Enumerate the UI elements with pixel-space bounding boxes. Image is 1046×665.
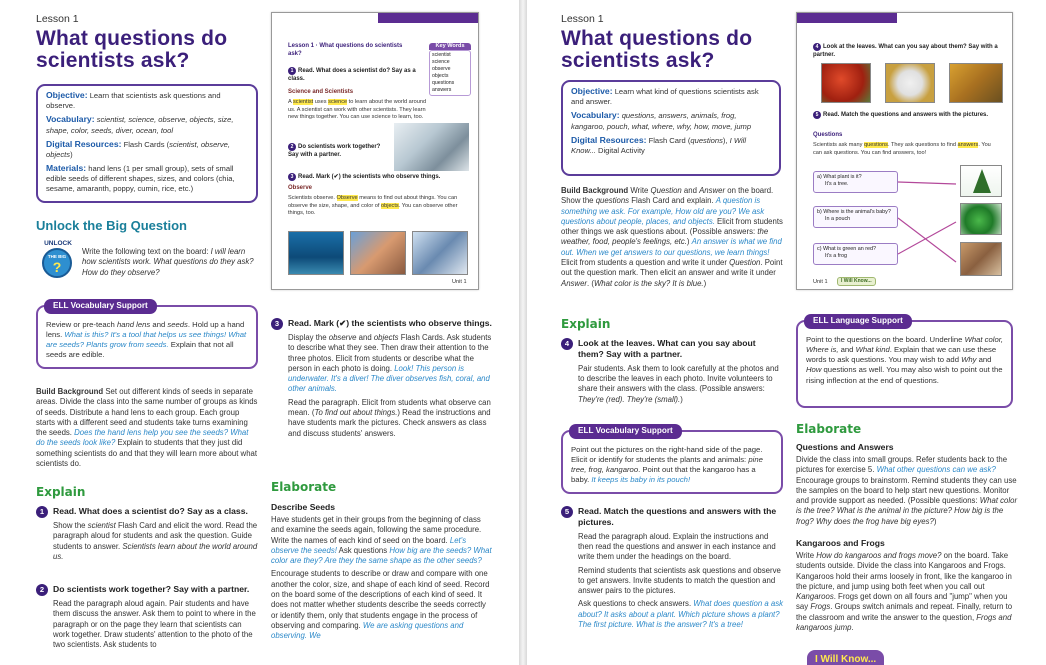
unlock-badge-top: UNLOCK xyxy=(44,240,72,247)
rbb-17: . ( xyxy=(587,278,594,288)
describe-seeds-head: Describe Seeds xyxy=(271,502,336,512)
right-page xyxy=(527,0,1046,665)
diver-photo xyxy=(288,231,344,275)
kf-3: on the board. Take students outside. Divide the class into Kangaroos and Frogs. Kangaroos hold their arms loosely in front, like the kangaroo in the picture, and jump using both feet when you call out xyxy=(796,551,1012,591)
d-t6: We are asking questions and observing. We xyxy=(271,620,464,641)
lesson-title-right: What questions do scientists ask? xyxy=(561,27,753,72)
vocabulary-text: scientist, science, observe, objects, size, shape, color, seeds, diver, ocean, tool xyxy=(46,115,234,135)
sb-observe-head: Observe xyxy=(288,185,313,191)
qa-box-b xyxy=(813,206,898,228)
elaborate-heading-left: Elaborate xyxy=(271,480,337,494)
keyword-item: questions xyxy=(432,79,455,86)
rbb-3: and xyxy=(681,186,700,195)
materials-label: Materials: xyxy=(46,163,87,174)
elaborate-heading-right: Elaborate xyxy=(796,422,862,436)
left-page xyxy=(0,0,519,665)
rqa-4: What color is the tree? What is the animal in the picture? How big is the frog? Why does the frog have big eyes? xyxy=(796,496,1018,526)
qa-box-c xyxy=(813,243,898,265)
step-5-title: Read. Match the questions and answers with the pictures. xyxy=(578,506,777,528)
step-3-text-b xyxy=(288,398,493,439)
step-1-title: Read. What does a scientist do? Say as a class. xyxy=(53,506,248,516)
step-2 xyxy=(36,584,258,650)
rbb-9: Elicit from students other things we ask questions about. (Possible answers: xyxy=(561,216,783,237)
kf-4: Kangaroos xyxy=(796,592,834,602)
rbb-4: Answer xyxy=(699,186,726,195)
rell-1: Point out the pictures on the right-hand side of the page. Elicit or identify for students the plants and animals: xyxy=(571,445,763,465)
sb-obs-kw2: objects xyxy=(380,202,399,209)
kf-9: . xyxy=(851,622,854,632)
sb-science-head: Science and Scientists xyxy=(288,89,354,95)
d-t3: Ask questions xyxy=(336,545,390,555)
keyword-item: science xyxy=(432,59,450,66)
qa-c-question: c) What is green an red? xyxy=(817,246,877,252)
match-lines xyxy=(898,168,958,278)
unlock-text xyxy=(82,247,260,278)
kangaroos-frogs-text xyxy=(796,551,1018,633)
s1-text-3: Flash Card and elicit the word. Read the paragraph aloud for students and ask the question. Guide students to answer. xyxy=(53,521,258,551)
sb-lesson-title: Lesson 1 · What questions do scientists ask? xyxy=(288,43,403,57)
kf-5: . Frogs get down on all fours and "jump" when you say xyxy=(796,592,1008,612)
kf-7: . Groups switch animals and repeat. Finally, return to the classroom and write the answer to the question, xyxy=(796,602,1013,622)
keyword-item: objects xyxy=(432,72,449,79)
s3-t9: ) Read the instructions and have students mark the pictures. Check answers as class and discuss students' answers. xyxy=(288,407,491,438)
scientists-photo xyxy=(394,123,469,171)
objective-text-right: Learn what kind of questions scientists ask and answer. xyxy=(571,87,759,107)
rbb-5: on the board. Show the xyxy=(561,186,774,206)
match-line xyxy=(898,222,956,254)
kf-8: Frogs and kangaroos jump xyxy=(796,612,1012,632)
rbb-15: . Point out the question mark. Then elicit an answer and write it under xyxy=(561,257,783,278)
sb-obs-kw: Observe xyxy=(336,195,358,201)
keyword-item: answers xyxy=(432,86,452,93)
sb-questions-head: Questions xyxy=(813,132,843,138)
kf-6: Frogs xyxy=(810,602,831,612)
ellang-9: questions as well. You may also wish to point out the rising inflection at the end of questions. xyxy=(806,365,1003,385)
s1-text-4: Scientists learn about the world around us. xyxy=(53,541,258,561)
ell-text-7: Explain that not all seeds are edible. xyxy=(46,340,234,360)
book-gutter xyxy=(519,0,527,665)
ell-text-5: . Hold up a hand lens. xyxy=(46,320,245,340)
d-t1: Have students get in their groups from the beginning of class and examine the seeds again, following the same procedure. Write the names of each kind of seed on the board. xyxy=(271,515,482,545)
rell-2: pine tree, frog, kangaroo xyxy=(571,455,763,475)
vocabulary-label-right: Vocabulary: xyxy=(571,110,620,121)
sb-i-will-know: I Will Know... xyxy=(837,277,876,286)
rbb-12: An answer is what we find out. When we get answers to our questions, we learn things! xyxy=(561,237,782,257)
qa-a-answer: It's a tree. xyxy=(825,181,849,188)
rqa-2: What other questions can we ask? xyxy=(876,465,996,475)
s4-3: ) xyxy=(680,394,683,404)
sb-sci-1: A xyxy=(288,99,293,105)
step-1-number: 1 xyxy=(36,506,48,518)
step-3-text-a xyxy=(288,333,493,395)
ell-vocab-box-left xyxy=(36,301,258,369)
s3-t4: objects xyxy=(373,333,399,342)
rd-1: Flash Card ( xyxy=(648,135,691,145)
questions-answers-text xyxy=(796,455,1018,527)
sbq-2: . They ask questions to find xyxy=(887,142,958,148)
objective-label: Objective: xyxy=(46,90,88,100)
ell-language-tab: ELL Language Support xyxy=(804,314,912,329)
build-background-left xyxy=(36,387,258,469)
ell-text-2: hand lens xyxy=(116,320,151,329)
child-photo xyxy=(350,231,406,275)
red-leaves-photo xyxy=(821,63,871,103)
rbb-label: Build Background xyxy=(561,186,629,195)
kf-1: Write xyxy=(796,551,817,560)
sbq-kw2: answers xyxy=(957,142,979,148)
step-1 xyxy=(36,506,258,562)
explain-heading-left: Explain xyxy=(36,485,86,499)
step-3-number: 3 xyxy=(271,318,283,330)
ellang-7: and xyxy=(976,355,992,365)
sb-sci-2: uses xyxy=(313,99,329,105)
step-5 xyxy=(561,506,783,630)
sb-q2: Do scientists work together? Say with a partner. xyxy=(288,144,381,158)
bb-text-3: Explain to students that they just did something scientists do and that they will learn more about what scientists do. xyxy=(36,438,258,468)
key-words-head: Key Words xyxy=(429,43,471,50)
sb-footer-right: Unit 1 xyxy=(813,279,828,285)
bb-text-1: Set out different kinds of seeds in separate areas. Divide the class into the same number of groups as kinds of seeds. Distribute a hand lens to each group. Each group starts with a different seed and students take turns examining the seeds. xyxy=(36,387,258,438)
kangaroo-photo xyxy=(960,242,1002,276)
s4-1: Pair students. Ask them to look carefully at the photos and to describe the leaves in each photo. Invite volunteers to share their answers with the class. (Possible answers: xyxy=(578,363,779,394)
ell-language-box xyxy=(796,316,1013,408)
step-5-text-2: Remind students that scientists ask questions and observe to get answers. Invite students to match the question and answer pairs to the pictures. xyxy=(578,565,781,596)
rbb-10: the weather, food, people's feelings, etc. xyxy=(561,227,769,247)
student-book-page-right: 4 Look at the leaves. What can you say about them? Say with a partner. 5 Read. Match the questions and answers with the pictures. Questions Scientists ask many questions. They ask questions to find answers. You can ask questions. You can find answers, too! a) What plant is it? It's a tree. b) Where is the animal's baby? In a pouch c) What is green an red? It's a frog Unit 1 I Will Know... xyxy=(796,12,1013,290)
s5-4: What does question a ask about? It asks about a plant. Which picture shows a plant? The first picture. What is the answer? It's a tree! xyxy=(578,599,783,629)
rqa-5: ) xyxy=(933,516,937,526)
questions-answers-head: Questions and Answers xyxy=(796,442,894,452)
sb-questions-text xyxy=(813,142,998,157)
sb-science-text xyxy=(288,99,428,122)
step-2-text: Read the paragraph aloud again. Pair students and have them discuss the answer. Ask them to point to where in the paragraph or on the page they learn that scientists can work together. Draw students' attention to the photo of the two scientists. Ask students to xyxy=(53,599,256,650)
pine-tree-photo xyxy=(960,165,1002,197)
build-background-label: Build Background xyxy=(36,387,104,396)
rbb-18: What color is the sky? It is blue. xyxy=(593,278,704,288)
vocabulary-text-right: questions, answers, animals, frog, kangaroo, pouch, what, where, why, how, move, jump xyxy=(571,111,752,131)
rbb-8: A question is something we ask. For example, How old are you? We ask questions about people, places, and objects. xyxy=(561,196,765,226)
sb-obs-1: Scientists observe. xyxy=(288,195,337,201)
sb-footer: Unit 1 xyxy=(452,279,467,285)
digital-text-italic: scientist, observe, objects xyxy=(46,139,230,160)
ellang-8: How xyxy=(806,365,822,375)
step-2-title: Do scientists work together? Say with a partner. xyxy=(53,584,250,594)
objective-text: Learn that scientists ask questions and observe. xyxy=(46,91,221,111)
sb-sci-kw2: science xyxy=(328,99,348,105)
student-book-page-left: Lesson 1 · What questions do scientists ask? Key Words scientist science observe objects questions answers 1 Read. What does a scientist do? Say as a class. Science and Scientists A scientist uses science to learn about the world around us. A scientist can work with other scientists. They learn new things together. You can use science to learn, too. 2 Do scientists work together? Say with a partner. 3 Read. Mark (✔) the scientists who observe things. Observe Scientists observe. Observe means to find out about things. You can observe the size, shape, and color of objects. You can observe other things, too. Unit 1 xyxy=(271,12,479,290)
step-1-text xyxy=(53,521,258,562)
digital-text: Flash Cards ( xyxy=(123,139,170,149)
match-line xyxy=(898,218,956,262)
unlock-badge-question: ? xyxy=(52,259,62,275)
ellang-1: Point to the questions on the board. Underline xyxy=(806,335,965,344)
sbq-kw1: questions xyxy=(863,142,888,148)
step-5-number: 5 xyxy=(561,506,573,518)
step-2-number: 2 xyxy=(36,584,48,596)
ell-text-3: and xyxy=(150,320,168,329)
unlock-text-2: I will learn how scientists work. What questions do they ask? How do they observe? xyxy=(82,247,254,277)
rbb-13: Elicit from students a question and write it under xyxy=(561,257,730,267)
frog-photo xyxy=(960,203,1002,235)
s3-t8: To find out about things. xyxy=(314,407,398,417)
qa-box-a xyxy=(813,171,898,193)
digital-text-end: ) xyxy=(70,150,73,160)
ellang-4: What kind xyxy=(855,345,890,355)
s1-text-1: Show the xyxy=(53,521,88,530)
key-words-box xyxy=(429,43,471,96)
ell-text-4: seeds xyxy=(167,320,188,329)
unlock-badge-icon xyxy=(36,240,76,280)
describe-seeds-text xyxy=(271,515,493,641)
rell-4: It keeps its baby in its pouch! xyxy=(591,475,691,485)
bb-text-2: Does the hand lens help you see the seeds? What do the seeds look like? xyxy=(36,428,249,448)
lesson-title: What questions do scientists ask? xyxy=(36,27,228,72)
rell-3: . Point out that the kangaroo has a baby. xyxy=(571,465,756,485)
kf-2: How do kangaroos and frogs move? xyxy=(816,551,942,560)
sb-q5: Read. Match the questions and answers with the pictures. xyxy=(823,112,989,118)
rqa-3: Encourage groups to brainstorm. Remind students they can use the samples on the board to help start new questions. Monitor and provide support as needed. (Possible questions: xyxy=(796,475,1017,506)
build-background-right xyxy=(561,186,783,289)
lesson-number-right: Lesson 1 xyxy=(561,13,604,25)
keyword-item: observe xyxy=(432,66,451,73)
qa-c-answer: It's a frog xyxy=(825,253,848,260)
ell-vocab-tab-right: ELL Vocabulary Support xyxy=(569,424,682,439)
ell-vocab-tab-left: ELL Vocabulary Support xyxy=(44,299,157,314)
unlock-badge-bottom: THE BIG xyxy=(47,254,67,259)
sb-q3: Read. Mark (✔) the scientists who observe things. xyxy=(298,174,441,180)
autumn-leaves-photo xyxy=(949,63,1003,103)
rd-4: I Will Know... xyxy=(571,135,747,156)
sb-observe-text xyxy=(288,195,468,218)
s5-3: Ask questions to check answers. xyxy=(578,599,694,609)
qa-b-answer: In a pouch xyxy=(825,216,851,223)
s4-2: They're (red). They're (small). xyxy=(578,394,681,404)
step-3-title: Read. Mark (✔) the scientists who observe things. xyxy=(288,318,492,328)
keyword-item: scientist xyxy=(432,52,451,59)
unlock-text-1: Write the following text on the board: xyxy=(82,247,211,256)
step-5-text-3 xyxy=(578,599,783,630)
digital-label-right: Digital Resources: xyxy=(571,134,647,145)
rbb-7: Flash Card and explain. xyxy=(629,196,716,206)
materials-text: hand lens (1 per small group), sets of small edible seeds of different shapes, sizes, and colors (chia, sesame, amaranth, poppy, cumin, rice, etc.) xyxy=(46,164,235,194)
s1-text-2: scientist xyxy=(87,521,116,530)
sb-obs-3: . You can observe other things, too. xyxy=(288,202,458,217)
student-book-header-bar xyxy=(378,13,478,23)
rqa-1: Divide the class into small groups. Refer students back to the pictures for exercise 5. xyxy=(796,455,1008,475)
ell-text-6: What is this? It's a tool that helps us see things! What are seeds? Plants grow from seeds. xyxy=(46,330,247,350)
rbb-6: questions xyxy=(595,196,630,206)
sbq-1: Scientists ask many xyxy=(813,142,864,148)
rd-3: ), xyxy=(722,135,730,145)
rbb-11: ) xyxy=(686,237,692,247)
sbq-3: . You can ask questions. You can find answers, too! xyxy=(813,142,991,156)
i-will-know-tab: I Will Know... xyxy=(807,650,884,665)
s3-t1: Display the xyxy=(288,333,329,342)
s3-t2: observe xyxy=(328,333,357,342)
student-book-header-bar-right xyxy=(797,13,897,23)
d-t2: Let's observe the seeds! xyxy=(271,535,467,555)
s3-t7: Read the paragraph. Elicit from students what observe can mean. ( xyxy=(288,397,491,417)
sb-sci-kw1: scientist xyxy=(292,99,314,105)
rbb-2: Question xyxy=(650,186,682,195)
key-words-list xyxy=(429,50,471,95)
kangaroos-frogs-head: Kangaroos and Frogs xyxy=(796,538,885,548)
d-t5: Encourage students to describe or draw and compare with one another the color, size, and shape of each kind of seed. Record on the board some of the descriptions of each kind of seed. It does not matter whether students describe the seeds correctly or identify them, only that students engage in the process of observing and comparing. xyxy=(271,569,490,630)
objective-label-right: Objective: xyxy=(571,86,613,96)
objectives-box-right xyxy=(561,80,781,176)
qa-b-question: b) Where is the animal's baby? xyxy=(817,209,891,215)
step-3 xyxy=(271,318,493,439)
ellang-6: Why xyxy=(961,355,977,365)
ell-vocab-box-right xyxy=(561,426,783,494)
s3-t6: Look! This person is underwater. It's a diver! The diver observes fish, coral, and other animals. xyxy=(288,363,490,394)
vocabulary-label: Vocabulary: xyxy=(46,114,95,125)
sb-obs-2: means to find out about things. You can observe the size, shape, and color of xyxy=(288,195,458,209)
d-t4: How big are the seeds? What color are they? Are they the same shape as the other seeds? xyxy=(271,545,492,566)
sb-q1: Read. What does a scientist do? Say as a class. xyxy=(288,68,416,82)
rd-5: Digital Activity xyxy=(595,146,645,156)
ell-text-1: Review or pre-teach xyxy=(46,320,117,329)
ellang-5: . Explain that we can use these words to ask questions. You may wish to add xyxy=(806,345,997,365)
step-4-number: 4 xyxy=(561,338,573,350)
step-5-text-1: Read the paragraph aloud. Explain the instructions and then read the questions and answer in each instance and write them under the headings on the board. xyxy=(578,531,776,562)
step-4-text xyxy=(578,364,783,405)
unlock-heading: Unlock the Big Question xyxy=(36,218,187,233)
step-4-title: Look at the leaves. What can you say about them? Say with a partner. xyxy=(578,338,756,360)
ellang-3: and xyxy=(838,345,856,355)
step-4 xyxy=(561,338,783,405)
s3-t5: Flash Cards. Ask students to describe what they see. Then draw their attention to the three photos. Elicit from students or describe what the person in each photo is doing. xyxy=(288,333,492,373)
lesson-number: Lesson 1 xyxy=(36,13,79,25)
ellang-2: What color, Where is, xyxy=(806,335,1004,355)
objectives-box xyxy=(36,84,258,203)
rd-2: questions xyxy=(690,135,723,145)
small-leaves-photo xyxy=(885,63,935,103)
s3-t3: and xyxy=(356,333,374,342)
rbb-14: Question xyxy=(729,257,761,267)
rbb-19: ) xyxy=(703,278,707,288)
explain-heading-right: Explain xyxy=(561,317,611,331)
sb-sci-3: to learn about the world around us. A scientist can work with other scientists. They learn new things together. You can use science to learn, too. xyxy=(288,99,427,121)
sb-q4: Look at the leaves. What can you say about them? Say with a partner. xyxy=(813,44,998,58)
qa-a-question: a) What plant is it? xyxy=(817,174,862,180)
rbb-16: Answer xyxy=(561,278,587,288)
match-line xyxy=(898,182,956,184)
digital-resources-label: Digital Resources: xyxy=(46,138,122,149)
rbb-1: Write xyxy=(628,186,651,195)
lab-scientist-photo xyxy=(412,231,468,275)
